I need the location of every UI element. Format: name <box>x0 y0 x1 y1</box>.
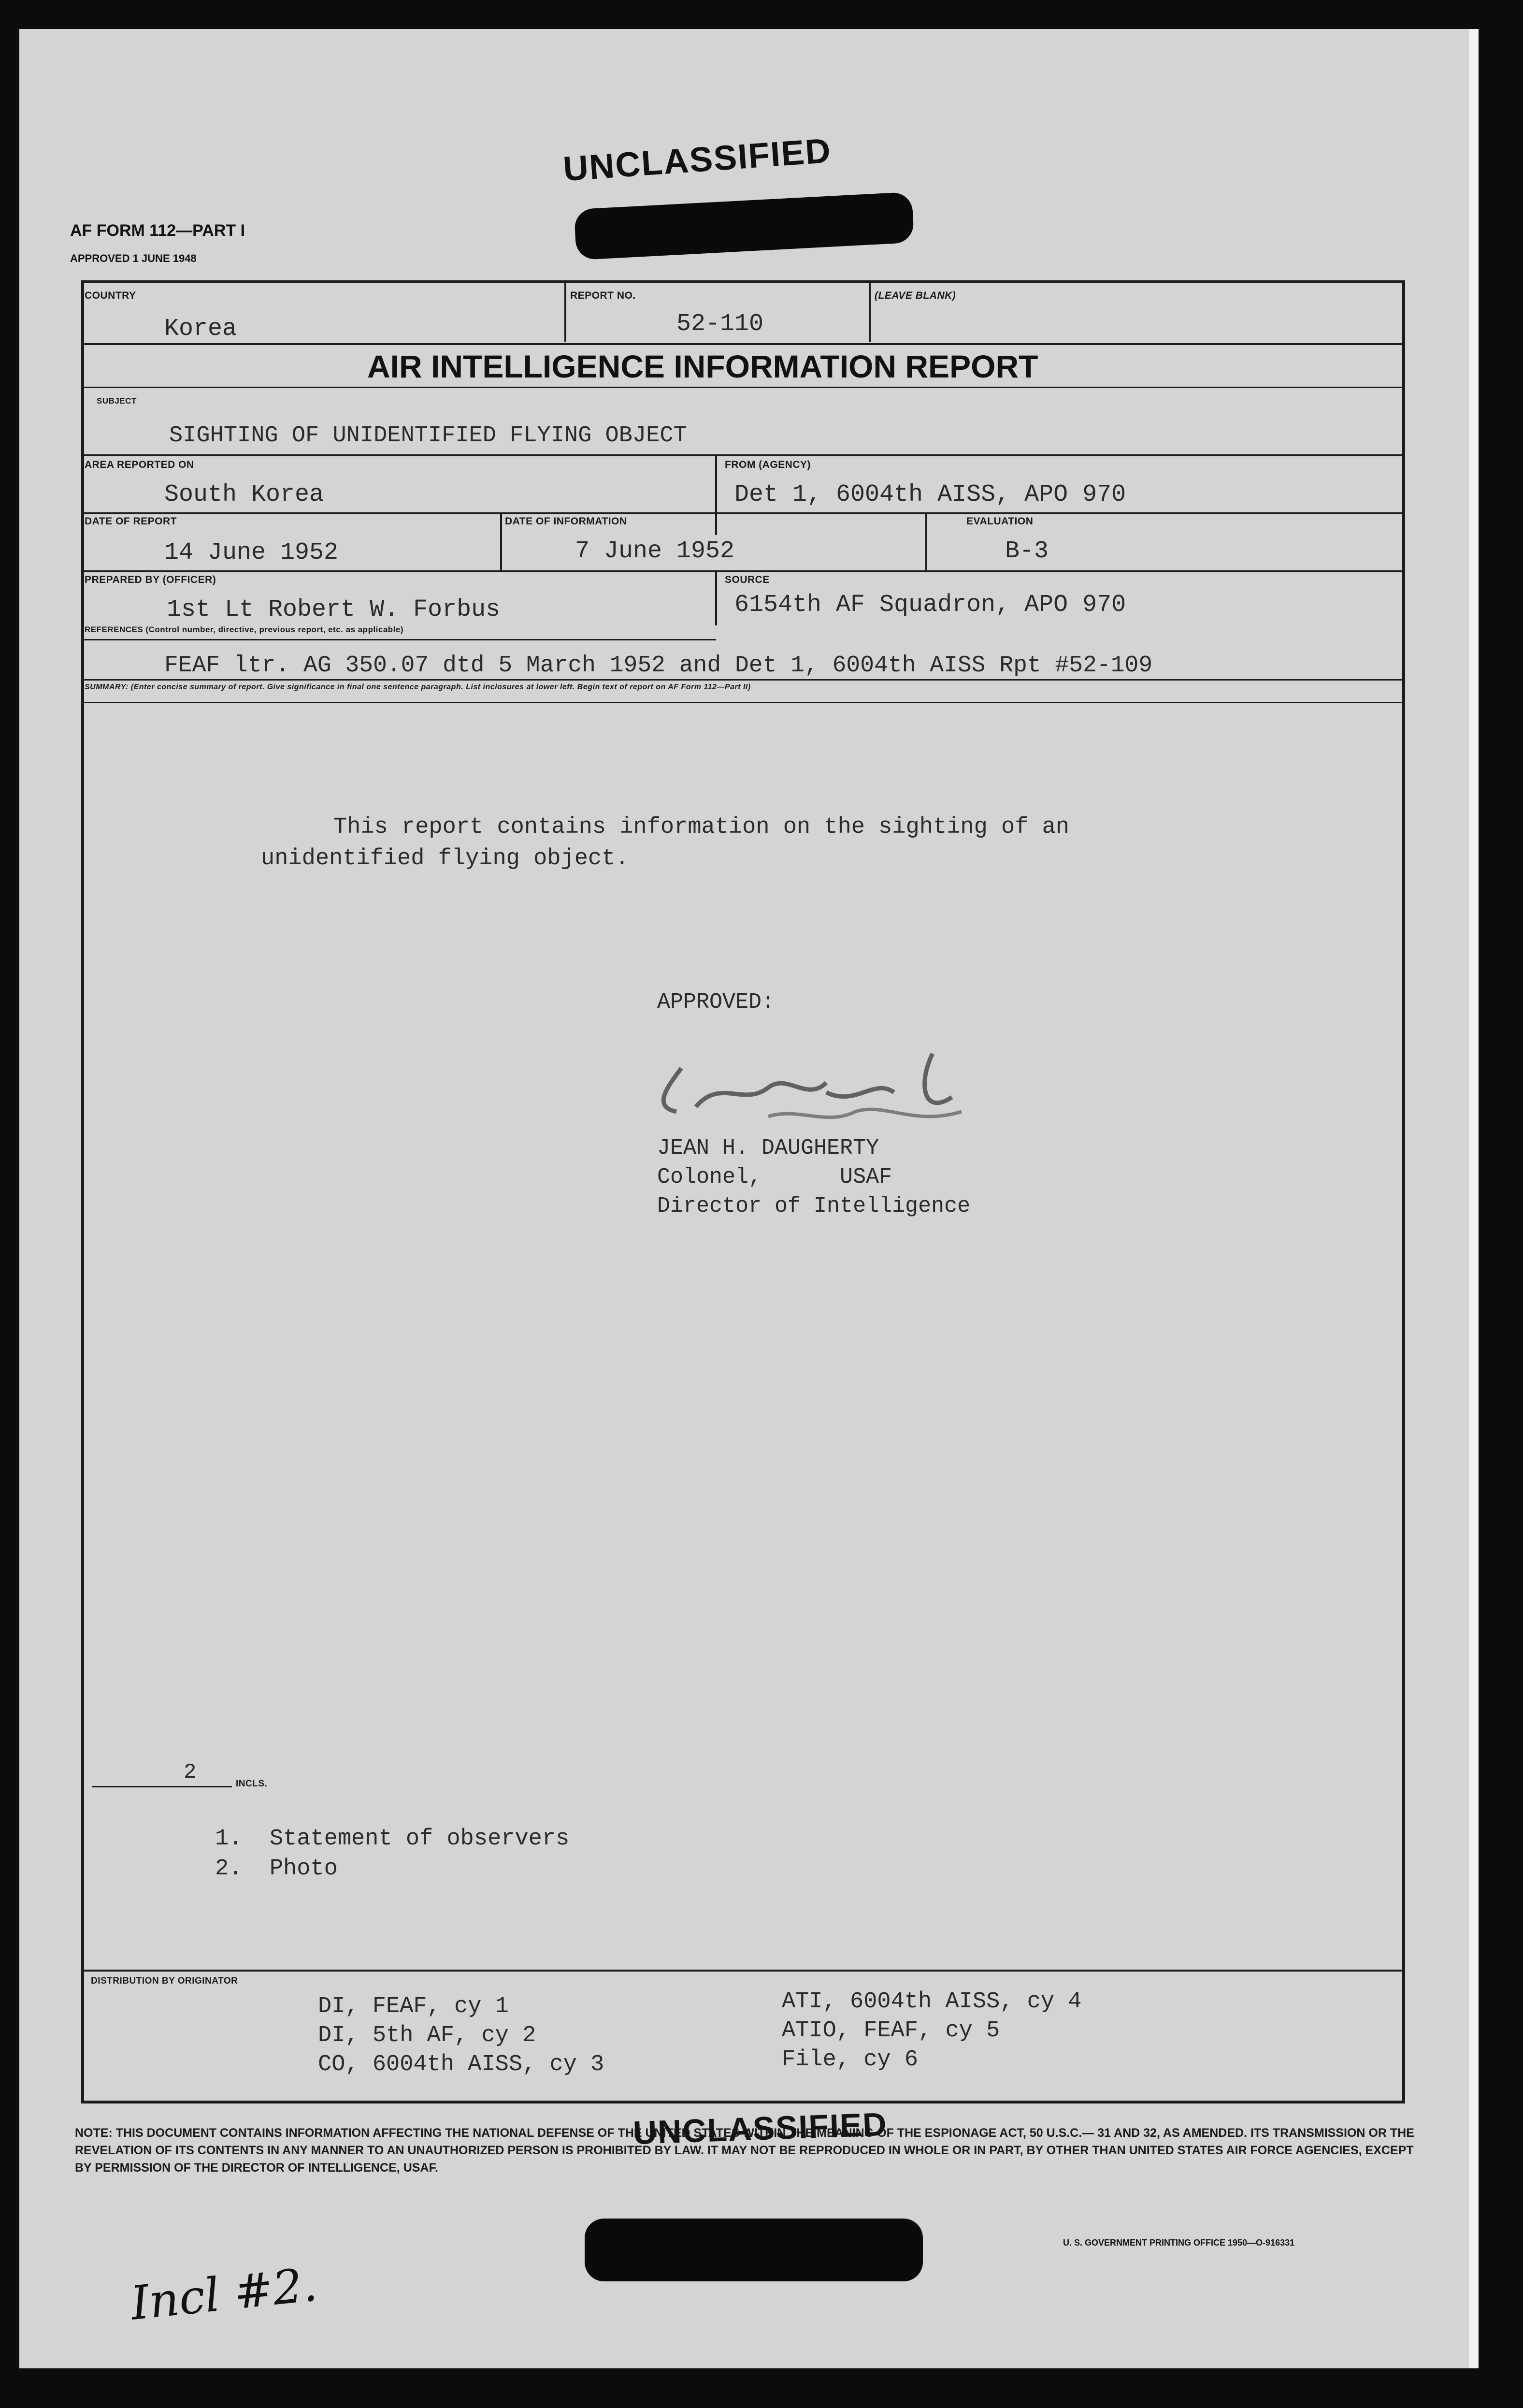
date-of-information-value: 7 June 1952 <box>575 537 735 565</box>
approver-title: Director of Intelligence <box>657 1194 971 1219</box>
printing-office: U. S. GOVERNMENT PRINTING OFFICE 1950—O-916331 <box>1063 2238 1295 2248</box>
inclosures-label: INCLS. <box>236 1779 268 1789</box>
prepared-by-value: 1st Lt Robert W. Forbus <box>167 596 501 624</box>
distribution-left-1: DI, FEAF, cy 1 <box>318 1994 509 2019</box>
source-label: SOURCE <box>725 574 770 585</box>
evaluation-value: B-3 <box>1005 537 1049 565</box>
date-of-information-label: DATE OF INFORMATION <box>505 516 627 527</box>
security-note: NOTE: THIS DOCUMENT CONTAINS INFORMATION AFFECTING THE NATIONAL DEFENSE OF THE UNITED STATES WITHIN THE MEANING OF THE ESPIONAGE ACT, 50 U.S.C.— 31 AND 32, AS AMENDED. ITS TRANSMISSION OR THE REVELATION OF ITS CONTENTS IN ANY MANNER TO AN UNAUTHORIZED PERSON IS PROHIBITED BY LAW. IT MAY NOT BE REPRODUCED IN WHOLE OR IN PART, BY OTHER THAN UNITED STATES AIR FORCE AGENCIES, EXCEPT BY PERMISSION OF THE DIRECTOR OF INTELLIGENCE, USAF. <box>75 2126 1414 2175</box>
from-label: FROM (AGENCY) <box>725 459 811 470</box>
inclosure-item-1: 1. Statement of observers <box>215 1826 570 1852</box>
classification-stamp-top: UNCLASSIFIED <box>561 131 833 189</box>
approver-rank: Colonel, USAF <box>657 1165 892 1189</box>
country-value: Korea <box>164 315 237 343</box>
report-title: AIR INTELLIGENCE INFORMATION REPORT <box>367 348 1038 384</box>
report-no-value: 52-110 <box>676 310 764 338</box>
distribution-right-2: ATIO, FEAF, cy 5 <box>782 2018 1000 2044</box>
classification-stamp-bottom: UNCLASSIFIED <box>632 2105 888 2152</box>
form-id: AF FORM 112—PART I <box>70 221 245 240</box>
signature-mark <box>623 1034 1049 1141</box>
summary-label: SUMMARY: (Enter concise summary of report. Give significance in final one sentence paragraph. List inclosures at lower left. Begin text of report on AF Form 112—Part II) <box>85 683 751 691</box>
distribution-right-1: ATI, 6004th AISS, cy 4 <box>782 1989 1082 2015</box>
date-of-report-label: DATE OF REPORT <box>85 516 177 527</box>
area-value: South Korea <box>164 481 324 508</box>
report-no-label: REPORT NO. <box>570 290 636 301</box>
source-value: 6154th AF Squadron, APO 970 <box>734 591 1126 619</box>
subject-label: SUBJECT <box>97 396 137 406</box>
redaction-mark-bottom <box>585 2219 923 2281</box>
inclosure-item-2: 2. Photo <box>215 1856 338 1882</box>
references-value: FEAF ltr. AG 350.07 dtd 5 March 1952 and Det 1, 6004th AISS Rpt #52-109 <box>164 653 1153 679</box>
distribution-right-3: File, cy 6 <box>782 2047 919 2073</box>
approved-label: APPROVED: <box>657 990 775 1015</box>
redaction-mark-top <box>574 192 915 260</box>
country-label: COUNTRY <box>85 290 136 301</box>
document-page <box>19 29 1479 2368</box>
distribution-left-2: DI, 5th AF, cy 2 <box>318 2023 536 2048</box>
inclosure-count: 2 <box>184 1760 197 1784</box>
approver-name: JEAN H. DAUGHERTY <box>657 1136 879 1160</box>
area-label: AREA REPORTED ON <box>85 459 194 470</box>
leave-blank-label: (LEAVE BLANK) <box>875 290 956 301</box>
distribution-label: DISTRIBUTION BY ORIGINATOR <box>91 1976 238 1986</box>
handwritten-note: Incl #2. <box>128 2257 320 2331</box>
summary-line-1: This report contains information on the sighting of an <box>333 814 1070 840</box>
references-label: REFERENCES (Control number, directive, previous report, etc. as applicable) <box>85 625 404 634</box>
summary-line-2: unidentified flying object. <box>261 846 629 871</box>
from-value: Det 1, 6004th AISS, APO 970 <box>734 481 1126 508</box>
distribution-left-3: CO, 6004th AISS, cy 3 <box>318 2052 604 2077</box>
subject-value: SIGHTING OF UNIDENTIFIED FLYING OBJECT <box>169 423 687 449</box>
evaluation-label: EVALUATION <box>966 516 1034 527</box>
form-approved-date: APPROVED 1 JUNE 1948 <box>70 252 197 264</box>
prepared-by-label: PREPARED BY (OFFICER) <box>85 574 216 585</box>
date-of-report-value: 14 June 1952 <box>164 539 339 566</box>
